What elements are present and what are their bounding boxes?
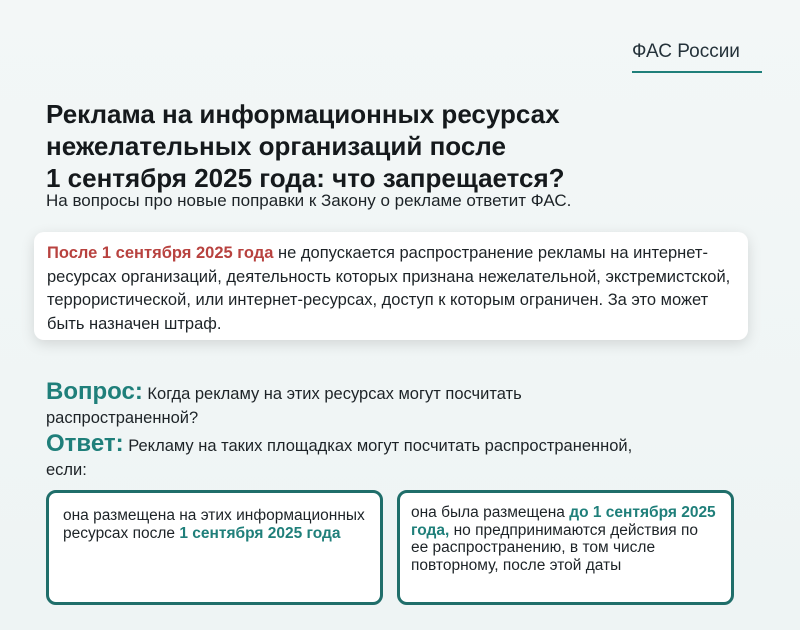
condition-left-highlight: 1 сентября 2025 года [179,524,341,542]
brand-underline [632,71,762,73]
question-block [46,380,646,430]
condition-right-text: она была размещена [411,504,570,521]
page-title [46,98,666,194]
condition-right-highlight: до 1 сентября 2025 года, [411,504,716,539]
condition-right-after: но предпринимаются действия по ее распространению, в том числе повторному, после этой даты [411,521,699,574]
notice-card [34,232,748,340]
condition-box-left [46,490,383,605]
question-text: Когда рекламу на этих ресурсах могут посчитать распространенной? [46,385,522,427]
answer-label: Ответ: [46,430,124,457]
answer-block [46,432,646,482]
condition-left-text: она размещена на этих информационных ресурсах после [63,507,365,542]
page-subtitle: На вопросы про новые поправки к Закону о рекламе ответит ФАС. [46,191,572,210]
notice-highlight: После 1 сентября 2025 года [47,244,274,262]
title-line-3: 1 сентября 2025 года: что запрещается? [46,163,565,193]
brand-name: ФАС России [632,41,740,62]
condition-box-right [397,490,734,605]
title-line-2: нежелательных организаций после [46,131,506,161]
question-label: Вопрос: [46,378,143,405]
title-line-1: Реклама на информационных ресурсах [46,99,560,129]
notice-text: не допускается распространение рекламы на интернет-ресурсах организаций, деятельность которых признана нежелательной, экстремистской, террористической, или интернет-ресурсах, доступ к которым ограничен. За это может быть назначен штраф. [47,244,731,333]
answer-text: Рекламу на таких площадках могут посчитать распространенной, если: [46,437,633,479]
